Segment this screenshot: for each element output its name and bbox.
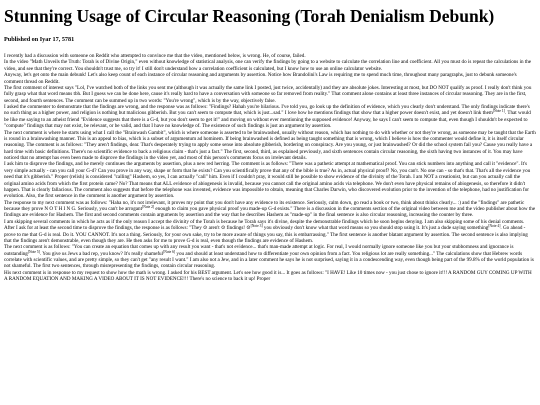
paragraph-text: His next comment is in response to my request to show how the math is wrong. I asked for his BEST argument. Let's see how good it is... It goes as follows: "I HAVE! Like 10 times now - you just chose to ignore it!!! A RANDOM GUY COMING UP WITH A RANDOM EQUATION AND MAKING A VIDEO ABOUT IT IS NOT EVIDENCE!!! There's no science to back it up! Proper	[4, 269, 532, 283]
paragraph-text: The next comment is where he starts using what I call the "Brainwash Gambit", which is where someone is asserted to be brainwashed, usually without reason, which has nothing to do with whether or not they're wrong, as someone may be taught that the Earth is round in a brainwashing manner. This is an appeal to bias, which is a subset of argumentum ad hominem. If being brainwashed is defined as being taught something that is wrong, which I believe is how the commenter would define it, it is itself circular reasoning. The comment is as follows: "They aren't findings, dear. That's desperately trying to apply some sense into absolute gibberish, bordering on conspiracy. Are you young, or just brainwashed? Or did the school system fail you? Cause you really have a hard time with basic definitions. There's no scientific evidence to back a religious claim - that's just a fact." The first, second, third, as explained previously, and sixth sentences contain circular reasoning, the sixth having two instances of it. You may have noticed that no attempt has even been made to disprove the findings in the video yet, and most of this person's comments focus on irrelevant details.	[4, 129, 536, 161]
paragraph	[4, 85, 536, 104]
paragraph-text: The first comment of interest says "Lol, I've watched both of the links you sent me (although it was actually the same link I posted, just twice, accidentally) and they are absolute jokes. Interesting at most, but DO NOT qualify as proof. I really don't think you fully grasp what that word means tbh. But I guess we can be done here, cause it's really hard to have a conversation with someone so far removed from reality." That comment alone contains at least three instances of circular reasoning. They are in the first, second, and fourth sentences. The comment can be summed up in two words: "You're wrong", which is by the way, objectively false.	[4, 84, 532, 104]
paragraph-text: I recently had a discussion with someone on Reddit who attempted to convince me that the video, mentioned below, is wrong. He, of course, failed.	[4, 53, 306, 59]
paragraph	[4, 225, 536, 244]
paragraph-text: . Go ahead - prove to me that G-d is real. Do it. YOU CANNOT. It's not a thing. Seriously, for your own sake, try to be more aware of things you say, this is embarrassing." The first sentence is another blatant argument by assertion. The second sentence is also implying that the findings aren't demonstrable, even though they are. He then asks for me to prove G-d is real, even though the findings are evidence of Hashem.	[4, 225, 528, 244]
paragraph-text: The next comment is as follows: "You can create an equation that comes up with any result you want - that's not evidence... that's man-made attempt at logic. For real, I would normally ignore someone like you but your stubbornness and ignorance is outstanding	[4, 244, 514, 257]
paragraph-text: The response to my next comment was as follows: "Haha no, it's not irrelevant, it proves my point that you don't have any evidence to its existence. Seriously, calm down, go read a book or two, think about thinks clearly... :) and the "findings" are pathetic because they prove N O T H I N G. Seriously, you can't be arrogant	[4, 199, 525, 212]
footnote-link[interactable]: [Note 1]	[492, 109, 505, 114]
paragraph-text: . You give us Jews a bad rep, you know? It's really shameful	[39, 250, 164, 257]
paragraph-text: . That would be like me saying to an atheist friend "Evidence suggests that there is a G-d, but you don't seem to get it!" and moving on without ever mentioning the supposed evidence! Anyway, he says I can't seem to compute that, even though I shouldn't be expected to "compute" findings that may not exist, be relevant, or be valid, and that I have no knowledge of. The existence of such findings is just an argument by assertion.	[4, 110, 531, 130]
footnote-link[interactable]: [Note 5]	[27, 249, 40, 254]
footnote-link[interactable]: [Note 6]	[163, 249, 176, 254]
paragraph	[4, 104, 536, 130]
footnote-link[interactable]: [Note 4]	[488, 224, 501, 229]
paragraph-text: In the video "Math Unveils the Truth: Torah is of Divine Origin," even without knowledge of statistical analysis, one can verify the findings by going to a website to calculate the correlation line and coefficient. All you must do is repeat the calculations in the video, and see that they're correct. You shouldn't trust me, so try it! I still don't understand how a correlation coefficient is calculated, but I know how to use an online calculator website.	[4, 59, 532, 72]
paragraph	[4, 161, 536, 199]
paragraph-text: I ask him to disprove the findings, and he merely continues the arguments by assertion, plus a new red herring. The comment is as follows: "There was a pathetic attempt at mathematical proof. You can stick numbers into anything and call it "evidence". It's very simple actually - can you call your G-d? Can you prove in any way, shape or form that he exists? Can you scientifically prove that any of the bible is true? As in, actual physical proof? No, you can't. No one can - so that's that. That's all the evidence you need that it's gibberish." Proper (relish) is considered "calling" Hashem, so yes, I can actually "call" him. Even if I couldn't pray, it would still be possible to show evidence of the divinity of the Torah. I am NOT a creationist, but can you actually call the original amino acids from which the first protein came? No? That means that ALL evidence of abiogenesis is invalid, because you cannot call the original amino acids via telephone. We don't even have physical remains of abiogenesis, so therefore it didn't happen. That is clearly fallacious. The comment also suggests that before the telephone was invented, evidence was impossible to obtain, meaning that Charles Darwin, who discovered evolution prior to the invention of the telephone, had no justification for evolution. Also, the first sentence in the comment is another argument by assertion.	[4, 161, 531, 200]
paragraph	[4, 59, 536, 72]
paragraph-text: I am skipping several comments in which he acts as if the only reason I accept the divinity of the Torah is because he Torah says it's divine, despite the demonstrable findings which he soon begins denying. I am also skipping some of his denial comments.	[4, 218, 525, 225]
paragraph-text: After I ask for at least the second time to disprove the findings, the response is as follows: "They ⊙ aren't ⊙ findings! ⊙	[4, 225, 251, 232]
article-body	[4, 53, 536, 283]
paragraph-text: you and should at least understand how to differentiate your own opinion from a fact. You religious lot are really something..." The calculations show that Hebrew words correlate with scientific values, and are pretty simple, so they can't get "any result I want." I am also not a Jew, and in a later comment he says he is not surprised, saying it in a condescending way, even though being part of the 99.8% of the world population is not shameful. The first two sentences, through misrepresenting the findings, contain circular reasoning.	[4, 250, 534, 270]
paragraph	[4, 200, 536, 219]
footnote-link[interactable]: [Note 3]	[250, 224, 263, 229]
published-date: Published on Iyar 17, 5781	[4, 36, 75, 43]
paragraph-text: you obviously don't know what that word means so you should stop using it. It's just a dude saying something	[262, 225, 489, 232]
paragraph	[4, 244, 536, 270]
paragraph-text: enough to claim you gave physical proof you made-up G-d exists." There is a discussion in the comments section of the original video between me and the video publisher about how the findings are evidence for Hashem. The first and second comments contain arguments by assertion and the way that he describes Hashem as "made-up" in the final sentence is also circular reasoning, increasing the counter by three.	[4, 206, 536, 219]
paragraph	[4, 130, 536, 162]
paragraph	[4, 270, 536, 283]
article-title: Stunning Usage of Circular Reasoning (Torah Denialism Debunk)	[4, 6, 495, 26]
footnote-link[interactable]: [Note 2]	[142, 205, 155, 209]
paragraph-text: I asked the commenter to demonstrate that the findings are wrong, and the response was as follows: "Findings? Hahah you're hilarious. I've told you, go look up the definition of evidence, which you clearly don't understand. The only findings indicate there's no such thing as a higher power, and religion is nothing but malicious gibberish. But you can't seem to compute that, which is just...sad." I love how he mentions findings that show that a higher power doesn't exist, and yet doesn't link them	[4, 104, 530, 117]
paragraph-text: Anyway, let's get onto the main debunk! Let's also keep count of each instance of circular reasoning and arguments by assertion. Notice how Brandolini's Law is requiring me to spend much time, throughout many paragraphs, just to debunk someone's comment thread on Reddit.	[4, 72, 517, 85]
paragraph	[4, 72, 536, 85]
